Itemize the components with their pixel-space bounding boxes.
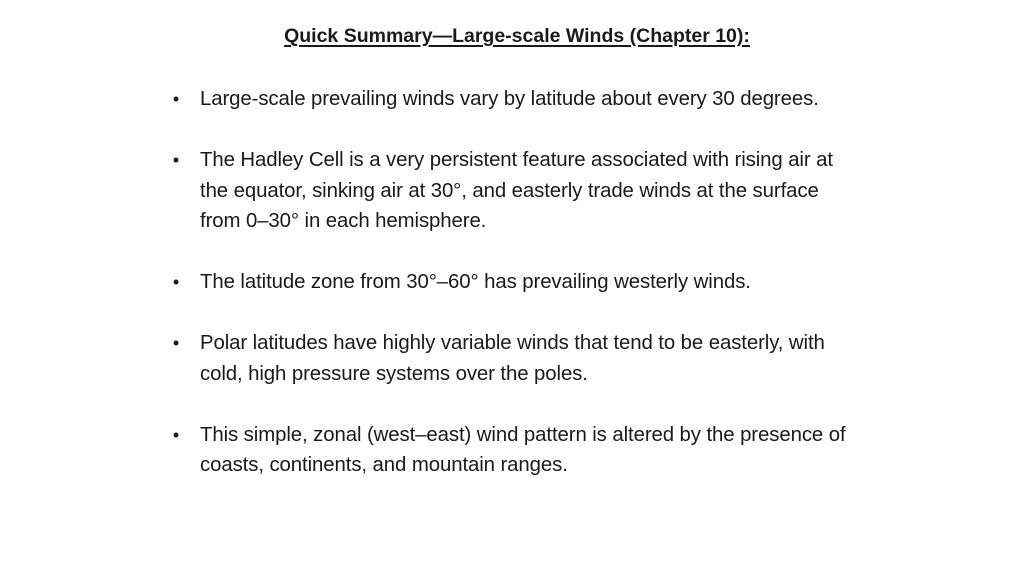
bullet-item xyxy=(170,84,850,115)
bullet-item xyxy=(170,267,850,298)
bullet-text: The Hadley Cell is a very persistent feature associated with rising air at the equator, sinking air at 30°, and easterly trade winds at the surface from 0–30° in each hemisphere. xyxy=(200,149,833,232)
bullet-item xyxy=(170,420,850,481)
bullet-item xyxy=(170,328,850,389)
bullet-text: Large-scale prevailing winds vary by latitude about every 30 degrees. xyxy=(200,88,819,110)
bullet-dot-icon: • xyxy=(172,333,180,353)
bullet-text: The latitude zone from 30°–60° has prevailing westerly winds. xyxy=(200,271,751,293)
bullet-dot-icon: • xyxy=(172,150,180,170)
bullet-text: Polar latitudes have highly variable winds that tend to be easterly, with cold, high pressure systems over the poles. xyxy=(200,332,825,385)
bullet-text: This simple, zonal (west–east) wind pattern is altered by the presence of coasts, continents, and mountain ranges. xyxy=(200,423,846,476)
bullet-dot-icon: • xyxy=(172,272,180,292)
bullet-item xyxy=(170,145,850,237)
bullet-dot-icon: • xyxy=(172,424,180,445)
slide-title: Quick Summary—Large-scale Winds (Chapter 10): xyxy=(284,25,750,47)
bullet-dot-icon: • xyxy=(172,89,180,109)
bullet-list xyxy=(170,84,850,481)
